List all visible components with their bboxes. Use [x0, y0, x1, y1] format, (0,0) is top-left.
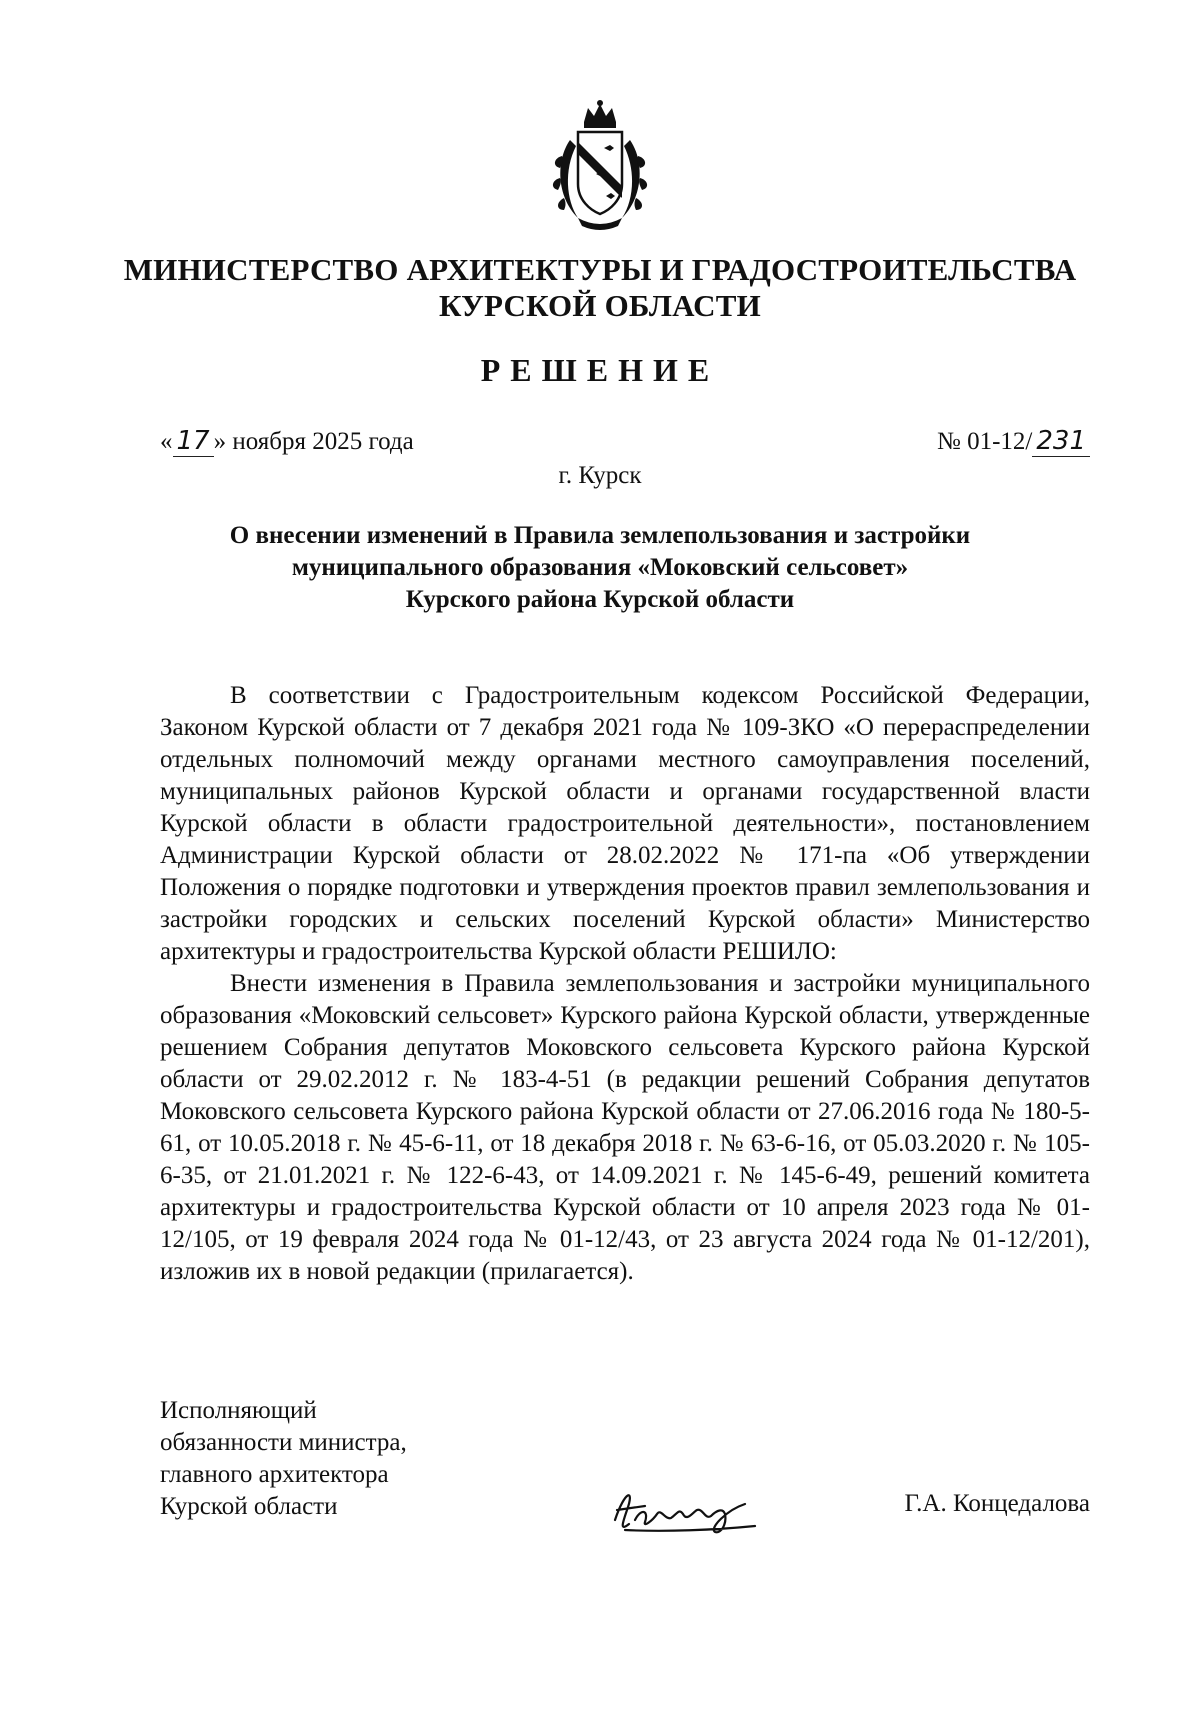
subject-line2: муниципального образования «Моковский сельсовет» — [291, 554, 909, 581]
document-body — [160, 680, 1090, 1288]
signer-position-line1: Исполняющий — [160, 1397, 317, 1424]
signer-position-line4: Курской области — [160, 1493, 338, 1520]
signer-position-line2: обязанности министра, — [160, 1429, 407, 1456]
subject-line1: О внесении изменений в Правила землепользования и застройки — [229, 522, 971, 549]
document-number-handwritten: 231 — [1032, 426, 1090, 457]
body-paragraph-legal-basis: В соответствии с Градостроительным кодексом Российской Федерации, Законом Курской области от 7 декабря 2021 года № 109-ЗКО «О перераспределении отдельных полномочий между органами местного самоуправления поселений, муниципальных районов Курской области и органами государственной власти Курской области в области градостроительной деятельности», постановлением Администрации Курской области от 28.02.2022 № 171-па «Об утверждении Положения о порядке подготовки и утверждения проектов правил землепользования и застройки городских и сельских поселений Курской области» Министерство архитектуры и градостроительства Курской области РЕШИЛО: — [160, 682, 1090, 965]
document-number-prefix: № 01-12/ — [936, 428, 1033, 455]
handwritten-signature-icon — [605, 1480, 775, 1540]
date-day-handwritten: 17 — [173, 426, 214, 457]
document-subject — [0, 520, 1200, 616]
signer-name: Г.А. Концедалова — [904, 1490, 1090, 1517]
date-open-quote: « — [160, 428, 173, 455]
signer-position — [160, 1395, 407, 1523]
document-city: г. Курск — [558, 462, 642, 489]
signer-position-line3: главного архитектора — [160, 1461, 389, 1488]
body-paragraph-decision: Внести изменения в Правила землепользования и застройки муниципального образования «Моковский сельсовет» Курского района Курской области, утвержденные решением Собрания депутатов Моковского сельсовета Курского района Курской области от 29.02.2012 г. № 183-4-51 (в редакции решений Собрания депутатов Моковского сельсовета Курского района Курской области от 27.06.2016 года № 180-5-61, от 10.05.2018 г. № 45-6-11, от 18 декабря 2018 г. № 63-6-16, от 05.03.2020 г. № 105-6-35, от 21.01.2021 г. № 122-6-43, от 14.09.2021 г. № 145-6-49, решений комитета архитектуры и градостроительства Курской области от 10 апреля 2023 года № 01-12/105, от 19 февраля 2024 года № 01-12/43, от 23 августа 2024 года № 01-12/201), изложив их в новой редакции (прилагается). — [160, 970, 1090, 1285]
ministry-title-line2: КУРСКОЙ ОБЛАСТИ — [439, 288, 761, 323]
date-month-year: » ноября 2025 года — [213, 428, 414, 455]
document-date — [160, 426, 414, 456]
document-number — [937, 426, 1090, 456]
ministry-title-line1: МИНИСТЕРСТВО АРХИТЕКТУРЫ И ГРАДОСТРОИТЕЛЬСТВА — [123, 252, 1077, 287]
kursk-coat-of-arms-icon — [548, 100, 652, 232]
subject-line3: Курского района Курской области — [405, 586, 795, 613]
document-type-heading: РЕШЕНИЕ — [480, 352, 720, 388]
